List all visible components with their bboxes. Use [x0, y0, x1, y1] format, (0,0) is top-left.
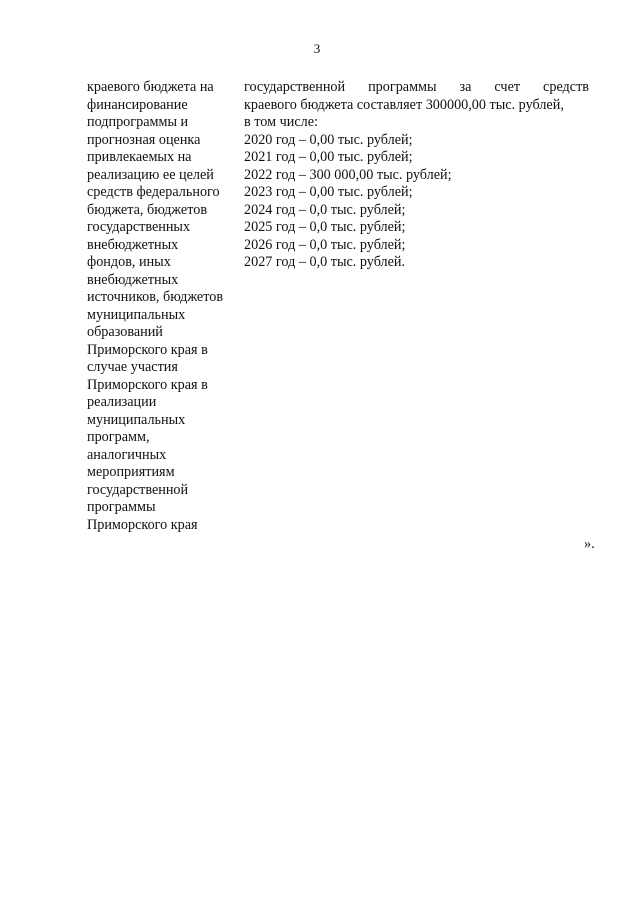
right-line: в том числе: — [244, 114, 318, 130]
closing-quote: ». — [584, 536, 595, 552]
left-line: мероприятиям — [87, 464, 175, 480]
left-line: средств федерального — [87, 184, 220, 200]
left-line: муниципальных — [87, 411, 186, 428]
left-line: финансирование — [87, 96, 188, 113]
right-line-year-2023: 2023 год – 0,00 тыс. рублей; — [244, 184, 413, 200]
right-word: государственной — [244, 79, 346, 95]
left-line: внебюджетных — [87, 271, 179, 288]
left-line: программы — [87, 499, 156, 515]
right-line-year-2021: 2021 год – 0,00 тыс. рублей; — [244, 149, 413, 165]
right-line-year-2024: 2024 год – 0,0 тыс. рублей; — [244, 201, 406, 218]
right-column-value — [244, 79, 589, 272]
right-word: за — [459, 79, 472, 95]
right-word: программы — [368, 79, 437, 95]
left-line: случае участия — [87, 359, 178, 375]
left-line: Приморского края в — [87, 376, 208, 393]
left-line: государственной — [87, 481, 189, 498]
left-line: подпрограммы и — [87, 114, 189, 130]
right-first-line — [244, 79, 589, 97]
left-line: источников, бюджетов — [87, 289, 224, 305]
page-number: 3 — [313, 41, 321, 56]
left-line: краевого бюджета на — [87, 79, 214, 95]
right-word: средств — [543, 79, 589, 95]
left-line: бюджета, бюджетов — [87, 201, 208, 218]
right-line-year-2025: 2025 год – 0,0 тыс. рублей; — [244, 219, 406, 235]
left-line: внебюджетных — [87, 236, 179, 253]
left-line: Приморского края — [87, 516, 198, 533]
right-line-year-2020: 2020 год – 0,00 тыс. рублей; — [244, 131, 413, 148]
right-line-year-2022: 2022 год – 300 000,00 тыс. рублей; — [244, 166, 452, 183]
left-line: аналогичных — [87, 446, 167, 463]
left-line: фондов, иных — [87, 254, 171, 270]
left-line: государственных — [87, 219, 191, 235]
right-line: краевого бюджета составляет 300000,00 тыс. рублей, — [244, 96, 564, 113]
left-line: муниципальных — [87, 306, 186, 323]
left-line: Приморского края в — [87, 341, 208, 358]
left-column-label — [87, 79, 237, 534]
left-line: прогнозная оценка — [87, 131, 201, 148]
right-line-year-2026: 2026 год – 0,0 тыс. рублей; — [244, 236, 406, 253]
right-word: счет — [494, 79, 521, 95]
left-line: образований — [87, 324, 163, 340]
left-line: реализацию ее целей — [87, 166, 214, 183]
left-line: привлекаемых на — [87, 149, 192, 165]
left-line: реализации — [87, 394, 157, 410]
left-line: программ, — [87, 429, 150, 445]
right-line-year-2027: 2027 год – 0,0 тыс. рублей. — [244, 254, 406, 270]
